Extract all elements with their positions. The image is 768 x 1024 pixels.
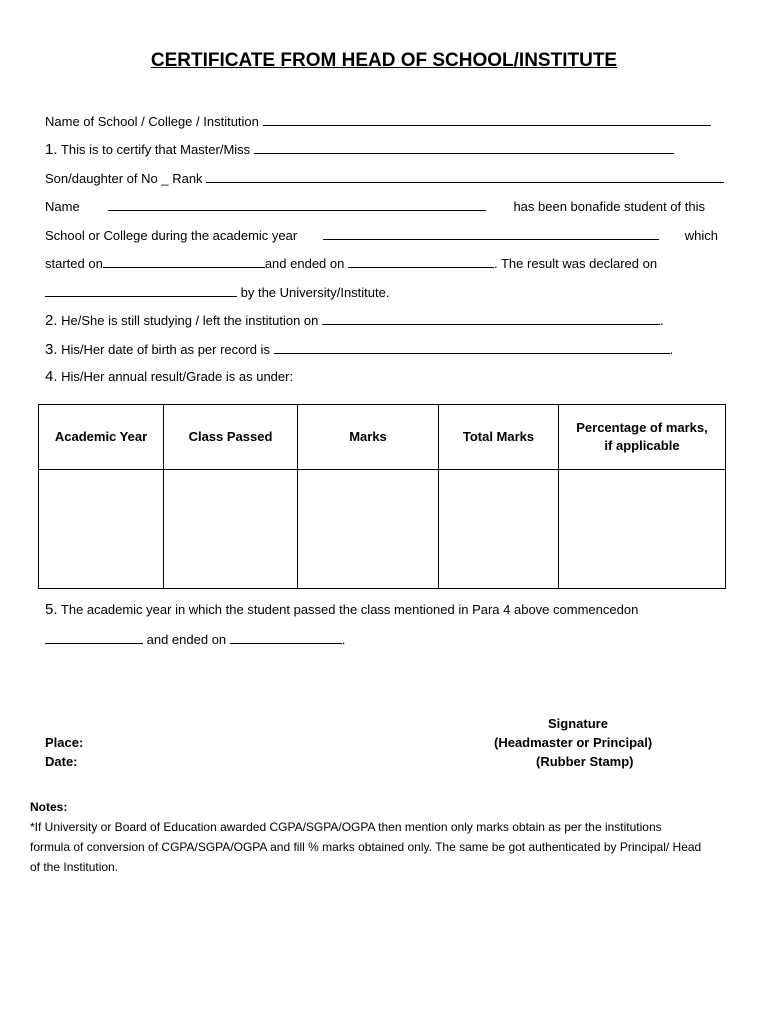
- para-2-number: 2.: [45, 312, 58, 329]
- notes-line-2: formula of conversion of CGPA/SGPA/OGPA and fill % marks obtained only. The same be got authenticated by Principal/ Head: [30, 840, 702, 854]
- para-5-ended-blank[interactable]: [230, 629, 342, 644]
- table-row: [39, 470, 726, 589]
- para-1-text: This is to certify that Master/Miss: [60, 142, 251, 157]
- cell-academic-year[interactable]: [39, 470, 164, 589]
- para-3-period: .: [669, 342, 674, 357]
- para-3-number: 3.: [45, 341, 58, 358]
- started-row: [45, 253, 657, 273]
- ended-on-blank[interactable]: [348, 253, 494, 268]
- header-marks: Marks: [298, 405, 439, 470]
- header-total-marks: Total Marks: [439, 405, 559, 470]
- header-class-passed: Class Passed: [164, 405, 298, 470]
- para-4-text: His/Her annual result/Grade is as under:: [61, 369, 294, 384]
- para-3-text: His/Her date of birth as per record is: [61, 342, 270, 357]
- para-1-row: [45, 139, 674, 159]
- cell-percentage[interactable]: [559, 470, 726, 589]
- header-percentage-line1: Percentage of marks,: [576, 420, 708, 435]
- para-5-text: The academic year in which the student passed the class mentioned in Para 4 above commencedon: [60, 602, 639, 617]
- table-header-row: [39, 405, 726, 470]
- dob-blank[interactable]: [274, 339, 670, 354]
- cell-total-marks[interactable]: [439, 470, 559, 589]
- notes-heading: Notes:: [30, 800, 68, 814]
- cell-marks[interactable]: [298, 470, 439, 589]
- para-3-row: [45, 339, 673, 359]
- header-academic-year: Academic Year: [39, 405, 164, 470]
- para-2-text: He/She is still studying / left the institution on: [61, 313, 319, 328]
- para-5-ended-on: and ended on: [146, 632, 227, 647]
- school-name-blank[interactable]: [263, 111, 711, 126]
- headmaster-label: (Headmaster or Principal): [494, 735, 653, 750]
- son-daughter-row: [45, 168, 724, 188]
- place-label: Place:: [45, 735, 84, 750]
- academic-year-blank[interactable]: [323, 225, 659, 240]
- school-name-row: [45, 111, 711, 131]
- bonafide-text: has been bonafide student of this: [513, 199, 705, 214]
- which-text: which: [684, 228, 718, 243]
- result-date-blank[interactable]: [45, 282, 237, 297]
- para-4-row: [45, 367, 293, 387]
- ended-on-label: and ended on: [264, 256, 345, 271]
- page-title: CERTIFICATE FROM HEAD OF SCHOOL/INSTITUTE: [150, 50, 618, 71]
- cell-class-passed[interactable]: [164, 470, 298, 589]
- header-percentage-line2: if applicable: [604, 438, 680, 453]
- school-college-text: School or College during the academic year: [45, 228, 298, 243]
- result-declared-label: . The result was declared on: [493, 256, 658, 271]
- son-daughter-label: Son/daughter of No _ Rank: [45, 171, 203, 186]
- name-blank[interactable]: [108, 196, 486, 211]
- grades-table: [38, 404, 726, 589]
- left-institution-blank[interactable]: [322, 310, 660, 325]
- school-name-label: Name of School / College / Institution: [45, 114, 259, 129]
- date-label: Date:: [45, 754, 78, 769]
- parent-rank-blank[interactable]: [206, 168, 724, 183]
- notes-line-1: *If University or Board of Education awarded CGPA/SGPA/OGPA then mention only marks obtain as per the institutions: [30, 820, 662, 834]
- started-on-label: started on: [45, 256, 103, 271]
- student-name-blank[interactable]: [254, 139, 674, 154]
- notes-line-3: of the Institution.: [30, 860, 119, 874]
- started-on-blank[interactable]: [103, 253, 265, 268]
- header-percentage: [559, 405, 726, 470]
- signature-label: Signature: [548, 716, 608, 731]
- name-label: Name: [45, 199, 80, 214]
- commenced-on-blank[interactable]: [45, 629, 143, 644]
- by-university-text: by the University/Institute.: [240, 285, 390, 300]
- name-row: [45, 196, 705, 216]
- academic-year-row: [45, 225, 718, 245]
- para-1-number: 1.: [45, 141, 58, 158]
- rubber-stamp-label: (Rubber Stamp): [536, 754, 634, 769]
- para-2-period: .: [660, 313, 664, 328]
- para-5-dates-row: [45, 629, 345, 649]
- para-5-row: [45, 600, 638, 620]
- para-5-period: .: [341, 632, 346, 647]
- para-5-number: 5.: [45, 601, 58, 618]
- para-4-number: 4.: [45, 368, 58, 385]
- para-2-row: [45, 310, 664, 330]
- declared-row: [45, 282, 389, 302]
